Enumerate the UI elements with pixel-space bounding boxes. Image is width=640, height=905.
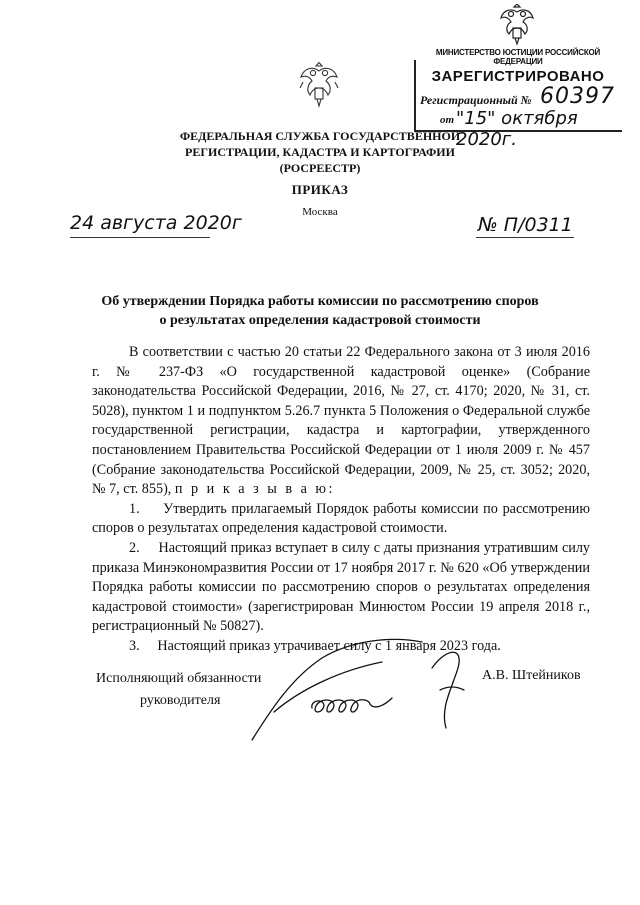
item-2-number: 2. (129, 539, 140, 556)
stamp-reg-number: 60397 (540, 84, 615, 109)
title-line2: о результатах определения кадастровой стоимости (159, 313, 481, 328)
stamp-ministry: МИНИСТЕРСТВО ЮСТИЦИИ РОССИЙСКОЙ ФЕДЕРАЦИИ (435, 48, 601, 66)
stamp-date-label: от (440, 114, 455, 126)
title-line1: Об утверждении Порядка работы комиссии по рассмотрению споров (101, 294, 539, 309)
item-1 (92, 500, 590, 539)
document-title (60, 292, 580, 330)
item-1-number: 1. (129, 500, 140, 517)
agency-line3: (РОСРЕЕСТР) (279, 161, 361, 175)
stamp-date-value: "15" октября 2020г. (456, 108, 578, 150)
agency-line2: РЕГИСТРАЦИИ, КАДАСТРА И КАРТОГРАФИИ (185, 145, 455, 159)
agency-line1: ФЕДЕРАЛЬНАЯ СЛУЖБА ГОСУДАРСТВЕННОЙ (179, 129, 461, 143)
date-underline (70, 237, 210, 238)
stamp-reg-label: Регистрационный № (420, 93, 532, 107)
item-2 (92, 539, 590, 637)
item-3-number: 3. (129, 637, 140, 654)
preamble-text: В соответствии с частью 20 статьи 22 Федерального закона от 3 июля 2016 г. № 237-ФЗ «О государственной кадастровой оценке» (Собрание законодательства Российской Федерации, 2016, № 27, ст. 4170; 2020, № 31, ст. 5028), пунктом 1 и подпунктом 5.26.7 пункта 5 Положения о Федеральной службе государственной регистрации, кадастра и картографии, утвержденного постановлением Правительства Российской Федерации от 1 июля 2009 г. № 457 (Собрание законодательства Российской Федерации, 2009, № 25, ст. 3052; 2020, № 7, ст. 855), (92, 344, 590, 498)
command-word: п р и к а з ы в а ю: (174, 481, 335, 498)
handwritten-date: 24 августа 2020г (70, 212, 242, 234)
handwritten-signature (232, 628, 482, 748)
item-2-text: Настоящий приказ вступает в силу с даты признания утратившим силу приказа Минэкономразвития России от 17 ноября 2017 г. № 620 «Об утверждении Порядка работы комиссии по рассмотрению споров о результатах определения кадастровой стоимости» (зарегистрирован Минюстом России 19 апреля 2018 г., регистрационный № 50827). (92, 539, 591, 635)
item-3-text: Настоящий приказ утрачивает силу с 1 января 2023 года. (157, 637, 501, 654)
coat-of-arms-icon (298, 62, 340, 108)
document-body (92, 343, 590, 657)
role-line1: Исполняющий обязанности (96, 671, 262, 686)
handwritten-order-number: № П/0311 (478, 214, 573, 236)
agency-name (140, 128, 500, 176)
preamble-paragraph (92, 343, 590, 500)
document-city: Москва (302, 206, 338, 218)
role-line2: руководителя (140, 693, 221, 708)
registration-stamp (412, 4, 624, 150)
number-underline (476, 237, 574, 238)
stamp-title: ЗАРЕГИСТРИРОВАНО (431, 68, 605, 85)
document-type: ПРИКАЗ (291, 182, 349, 197)
signatory-name: А.В. Штейников (482, 668, 581, 683)
item-1-text: Утвердить прилагаемый Порядок работы комиссии по рассмотрению споров о результатах определения кадастровой стоимости. (92, 500, 590, 537)
coat-of-arms-icon (497, 4, 537, 46)
